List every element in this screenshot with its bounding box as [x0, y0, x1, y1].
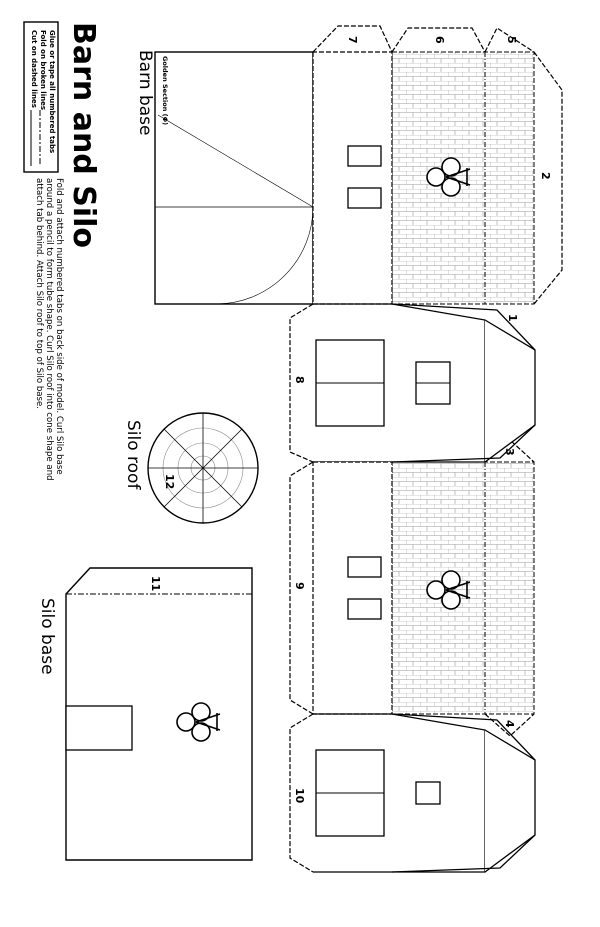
window-icon: [416, 782, 440, 804]
tab-number-2: 2: [539, 172, 552, 180]
legend-fold: Fold on broken lines: [39, 30, 47, 110]
instructions-line-1: Fold and attach numbered tabs on back side of model. Curl Silo base: [54, 178, 64, 475]
barn-end-wall-upper: [290, 304, 535, 462]
instructions-line-3: attach tab behind. Attach Silo roof to top of Silo base.: [34, 178, 44, 410]
barn-base-label: Barn base: [135, 50, 155, 136]
barn-roof-panel-lower: [392, 440, 534, 736]
legend-cut: Cut on dashed lines: [30, 30, 38, 108]
tab-number-7: 7: [346, 36, 359, 44]
barn-base-panel: [155, 52, 313, 304]
legend-glue: Glue or tape all numbered tabs: [48, 30, 56, 154]
tab-number-12: 12: [163, 474, 176, 490]
tab-number-4: 4: [503, 720, 516, 728]
silo-roof-disc: [148, 413, 258, 523]
legend-box: [24, 22, 58, 172]
silo-base-panel: [66, 568, 252, 860]
door-icon: [66, 706, 132, 750]
tab-number-10: 10: [293, 788, 306, 804]
tab-number-1: 1: [506, 314, 519, 322]
page-title: Barn and Silo: [66, 22, 101, 249]
tab-number-8: 8: [293, 376, 306, 384]
tab-number-3: 3: [503, 448, 516, 456]
instructions-line-2: around a pencil to form tube shape. Curl Silo roof into cone shape and: [44, 178, 54, 481]
tab-number-6: 6: [433, 36, 446, 44]
title-block: [66, 22, 101, 248]
tab-number-9: 9: [293, 582, 306, 590]
silo-roof-label: Silo roof: [123, 420, 143, 490]
window-icon: [348, 557, 381, 577]
barn-end-wall-lower: [290, 714, 535, 872]
tab-number-5: 5: [505, 36, 518, 44]
window-icon: [348, 599, 381, 619]
golden-section-label: Golden Section (Φ): [161, 56, 169, 126]
silo-base-label: Silo base: [37, 598, 57, 675]
window-icon: [348, 188, 381, 208]
window-icon: [348, 146, 381, 166]
barn-roof-panel-upper: [392, 28, 562, 304]
tab-number-11: 11: [149, 576, 162, 592]
